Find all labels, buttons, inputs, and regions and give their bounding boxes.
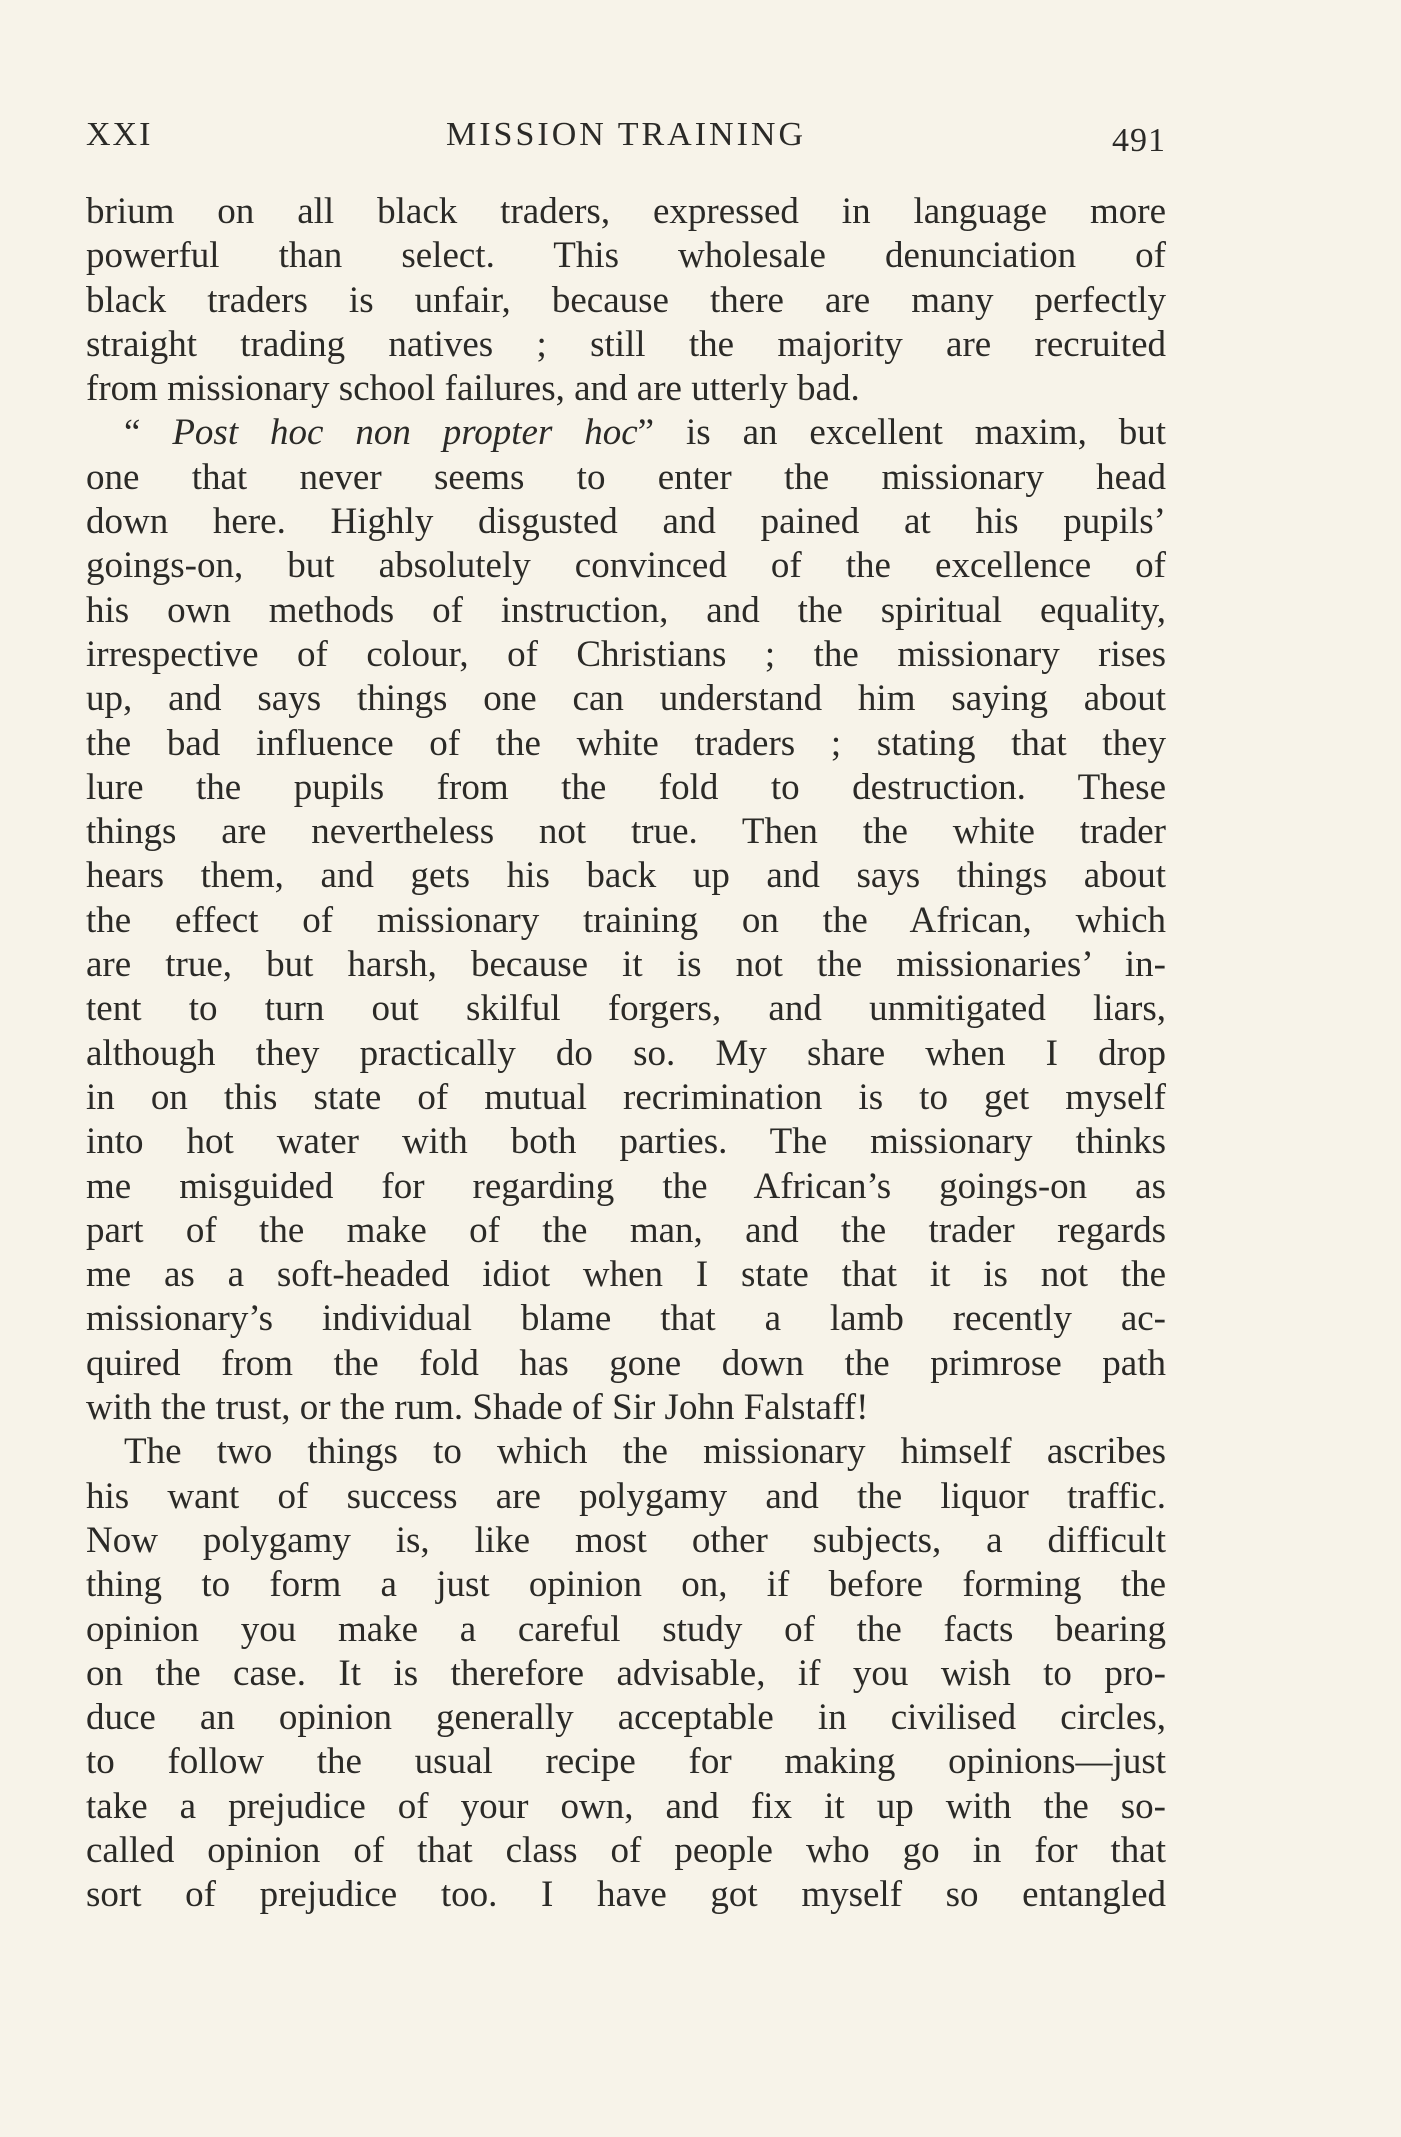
body-text xyxy=(86,190,1166,1918)
text-line: take a prejudice of your own, and fix it up with the so- xyxy=(86,1785,1166,1827)
text-line: on the case. It is therefore advisable, if you wish to pro- xyxy=(86,1652,1166,1694)
text-line: Now polygamy is, like most other subjects, a difficult xyxy=(86,1519,1166,1561)
text-line: brium on all black traders, expressed in language more xyxy=(86,191,1166,232)
text-line: me misguided for regarding the African’s goings-on as xyxy=(86,1165,1166,1207)
text-line: are true, but harsh, because it is not the missionaries’ in- xyxy=(86,944,1166,986)
text-run: ” is an excellent maxim, but xyxy=(637,412,1166,454)
text-line: part of the make of the man, and the trader regards xyxy=(86,1209,1166,1251)
text-line: into hot water with both parties. The missionary thinks xyxy=(86,1121,1166,1163)
chapter-number: XXI xyxy=(86,116,153,153)
page-number: 491 xyxy=(1112,122,1166,159)
text-line: although they practically do so. My share when I drop xyxy=(86,1032,1166,1074)
running-title: MISSION TRAINING xyxy=(446,116,806,153)
text-line: duce an opinion generally acceptable in civilised circles, xyxy=(86,1697,1166,1739)
text-line: tent to turn out skilful forgers, and unmitigated liars, xyxy=(86,988,1166,1030)
text-line: from missionary school failures, and are utterly bad. xyxy=(86,368,860,410)
text-line: called opinion of that class of people who go in for that xyxy=(86,1829,1166,1871)
text-line: black traders is unfair, because there are many perfectly xyxy=(86,279,1166,321)
text-line: straight trading natives ; still the majority are recruited xyxy=(86,323,1166,365)
text-line: down here. Highly disgusted and pained at his pupils’ xyxy=(86,501,1166,543)
text-line: in on this state of mutual recrimination is to get myself xyxy=(86,1076,1166,1118)
text-line: up, and says things one can understand him saying about xyxy=(86,678,1166,720)
text-line: missionary’s individual blame that a lamb recently ac- xyxy=(86,1298,1166,1340)
text-line: to follow the usual recipe for making opinions—just xyxy=(86,1741,1166,1783)
text-line: quired from the fold has gone down the primrose path xyxy=(86,1342,1166,1384)
text-line: the bad influence of the white traders ; stating that they xyxy=(86,722,1166,764)
text-line: with the trust, or the rum. Shade of Sir John Falstaff! xyxy=(86,1387,869,1429)
paragraph xyxy=(86,1430,1166,1917)
text-line: one that never seems to enter the missionary head xyxy=(86,456,1166,498)
text-line: his own methods of instruction, and the spiritual equality, xyxy=(86,589,1166,631)
text-line: me as a soft-headed idiot when I state that it is not the xyxy=(86,1254,1166,1296)
text-line: opinion you make a careful study of the facts bearing xyxy=(86,1608,1166,1650)
text-line: goings-on, but absolutely convinced of the excellence of xyxy=(86,545,1166,587)
running-header xyxy=(86,116,1166,166)
text-line: powerful than select. This wholesale denunciation of xyxy=(86,235,1166,277)
text-line: sort of prejudice too. I have got myself so entangled xyxy=(86,1874,1166,1916)
text-line: his want of success are polygamy and the liquor traffic. xyxy=(86,1475,1166,1517)
text-line: lure the pupils from the fold to destruction. These xyxy=(86,766,1166,808)
text-line: hears them, and gets his back up and says things about xyxy=(86,855,1166,897)
paragraph xyxy=(86,411,1166,1430)
text-line: thing to form a just opinion on, if before forming the xyxy=(86,1564,1166,1606)
text-line: the effect of missionary training on the African, which xyxy=(86,899,1166,941)
open-quote: “ xyxy=(124,412,173,454)
text-line xyxy=(86,411,1166,455)
paragraph xyxy=(86,190,1166,411)
text-line: things are nevertheless not true. Then the white trader xyxy=(86,811,1166,853)
text-line: irrespective of colour, of Christians ; the missionary rises xyxy=(86,633,1166,675)
text-line: The two things to which the missionary himself ascribes xyxy=(124,1431,1166,1473)
latin-maxim: Post hoc non propter hoc xyxy=(172,412,638,454)
